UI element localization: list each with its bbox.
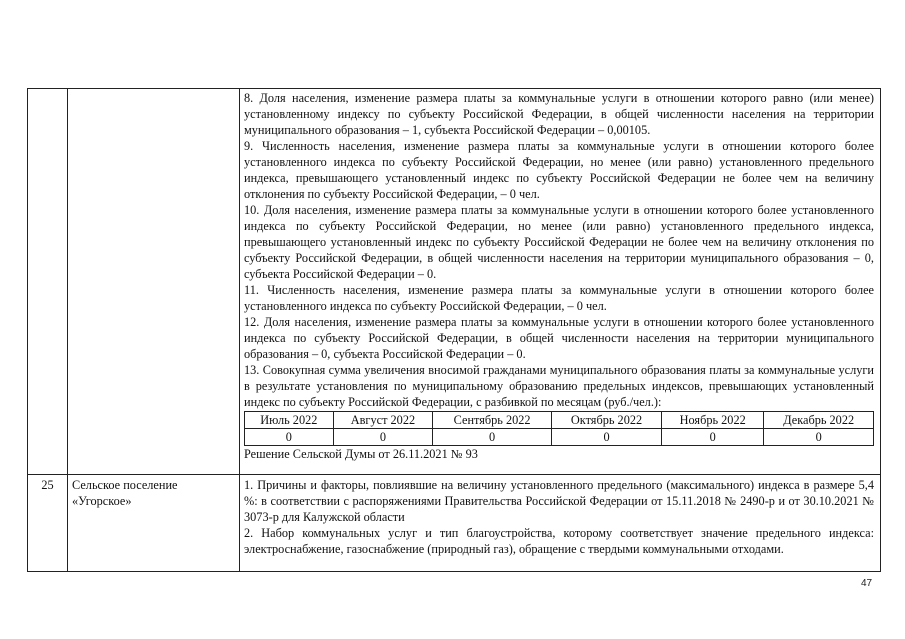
paragraph-2: 2. Набор коммунальных услуг и тип благоустройства, которому соответствует значение предельного индекса: электроснабжение, газоснабжение (природный газ), обращение с твердыми коммунальными отходами. [244,526,874,556]
row-previous-content [244,90,874,462]
document-table [27,88,881,572]
month-value: 0 [433,429,552,446]
month-value: 0 [662,429,764,446]
monthly-increase-table [244,411,874,446]
month-header: Декабрь 2022 [764,412,874,429]
municipality-name-line: «Угорское» [72,494,132,508]
paragraph-13: 13. Совокупная сумма увеличения вносимой гражданами муниципального образования платы за коммунальные услуги в результате установления по муниципальному образованию предельных индексов, превышающих установленный индекс по субъекту Российской Федерации, с разбивкой по месяцам (руб./чел.): [244,363,874,409]
row-divider [28,474,880,475]
column-divider [239,89,240,571]
row-25-content [244,477,874,557]
month-value: 0 [552,429,662,446]
municipality-name-line: Сельское поселение [72,478,178,492]
column-divider [67,89,68,571]
month-header: Август 2022 [333,412,433,429]
paragraph-12: 12. Доля населения, изменение размера платы за коммунальные услуги в отношении которого более установленного индекса по субъекту Российской Федерации, в общей численности населения на территории муниципального образования – 0, субъекта Российской Федерации – 0. [244,315,874,361]
month-header-row [245,412,874,429]
month-value: 0 [333,429,433,446]
paragraph-8: 8. Доля населения, изменение размера платы за коммунальные услуги в отношении которого равно (или менее) установленному индексу по субъекту Российской Федерации, в общей численности населения на территории муниципального образования – 1, субъекта Российской Федерации – 0,00105. [244,91,874,137]
month-header: Сентябрь 2022 [433,412,552,429]
month-value: 0 [245,429,334,446]
municipality-name [72,477,237,509]
row-number: 25 [41,478,54,492]
paragraph-10: 10. Доля населения, изменение размера платы за коммунальные услуги в отношении которого более установленного индекса по субъекту Российской Федерации, но менее (или равно) установленного предельного индекса, превышающего установленный индекс по субъекту Российской Федерации не более чем на величину отклонения по субъекту Российской Федерации, в общей численности населения на территории муниципального образования – 0, субъекта Российской Федерации – 0. [244,203,874,281]
paragraph-9: 9. Численность населения, изменение размера платы за коммунальные услуги в отношении которого более установленного индекса по субъекту Российской Федерации, но менее (или равно) установленного предельного индекса, превышающего установленный индекс по субъекту Российской Федерации не более чем на величину отклонения по субъекту Российской Федерации, – 0 чел. [244,139,874,201]
month-header: Июль 2022 [245,412,334,429]
month-header: Ноябрь 2022 [662,412,764,429]
paragraph-1: 1. Причины и факторы, повлиявшие на величину установленного предельного (максимального) индекса в размере 5,4 %: в соответствии с распоряжениями Правительства Российской Федерации от 15.11.2018 № 2490-р и от 30.10.2021 № 3073-р для Калужской области [244,478,874,524]
page-number: 47 [861,578,873,589]
paragraph-11: 11. Численность населения, изменение размера платы за коммунальные услуги в отношении которого более установленного индекса по субъекту Российской Федерации, – 0 чел. [244,283,874,313]
month-value: 0 [764,429,874,446]
month-value-row [245,429,874,446]
decision-line: Решение Сельской Думы от 26.11.2021 № 93 [244,447,478,461]
month-header: Октябрь 2022 [552,412,662,429]
